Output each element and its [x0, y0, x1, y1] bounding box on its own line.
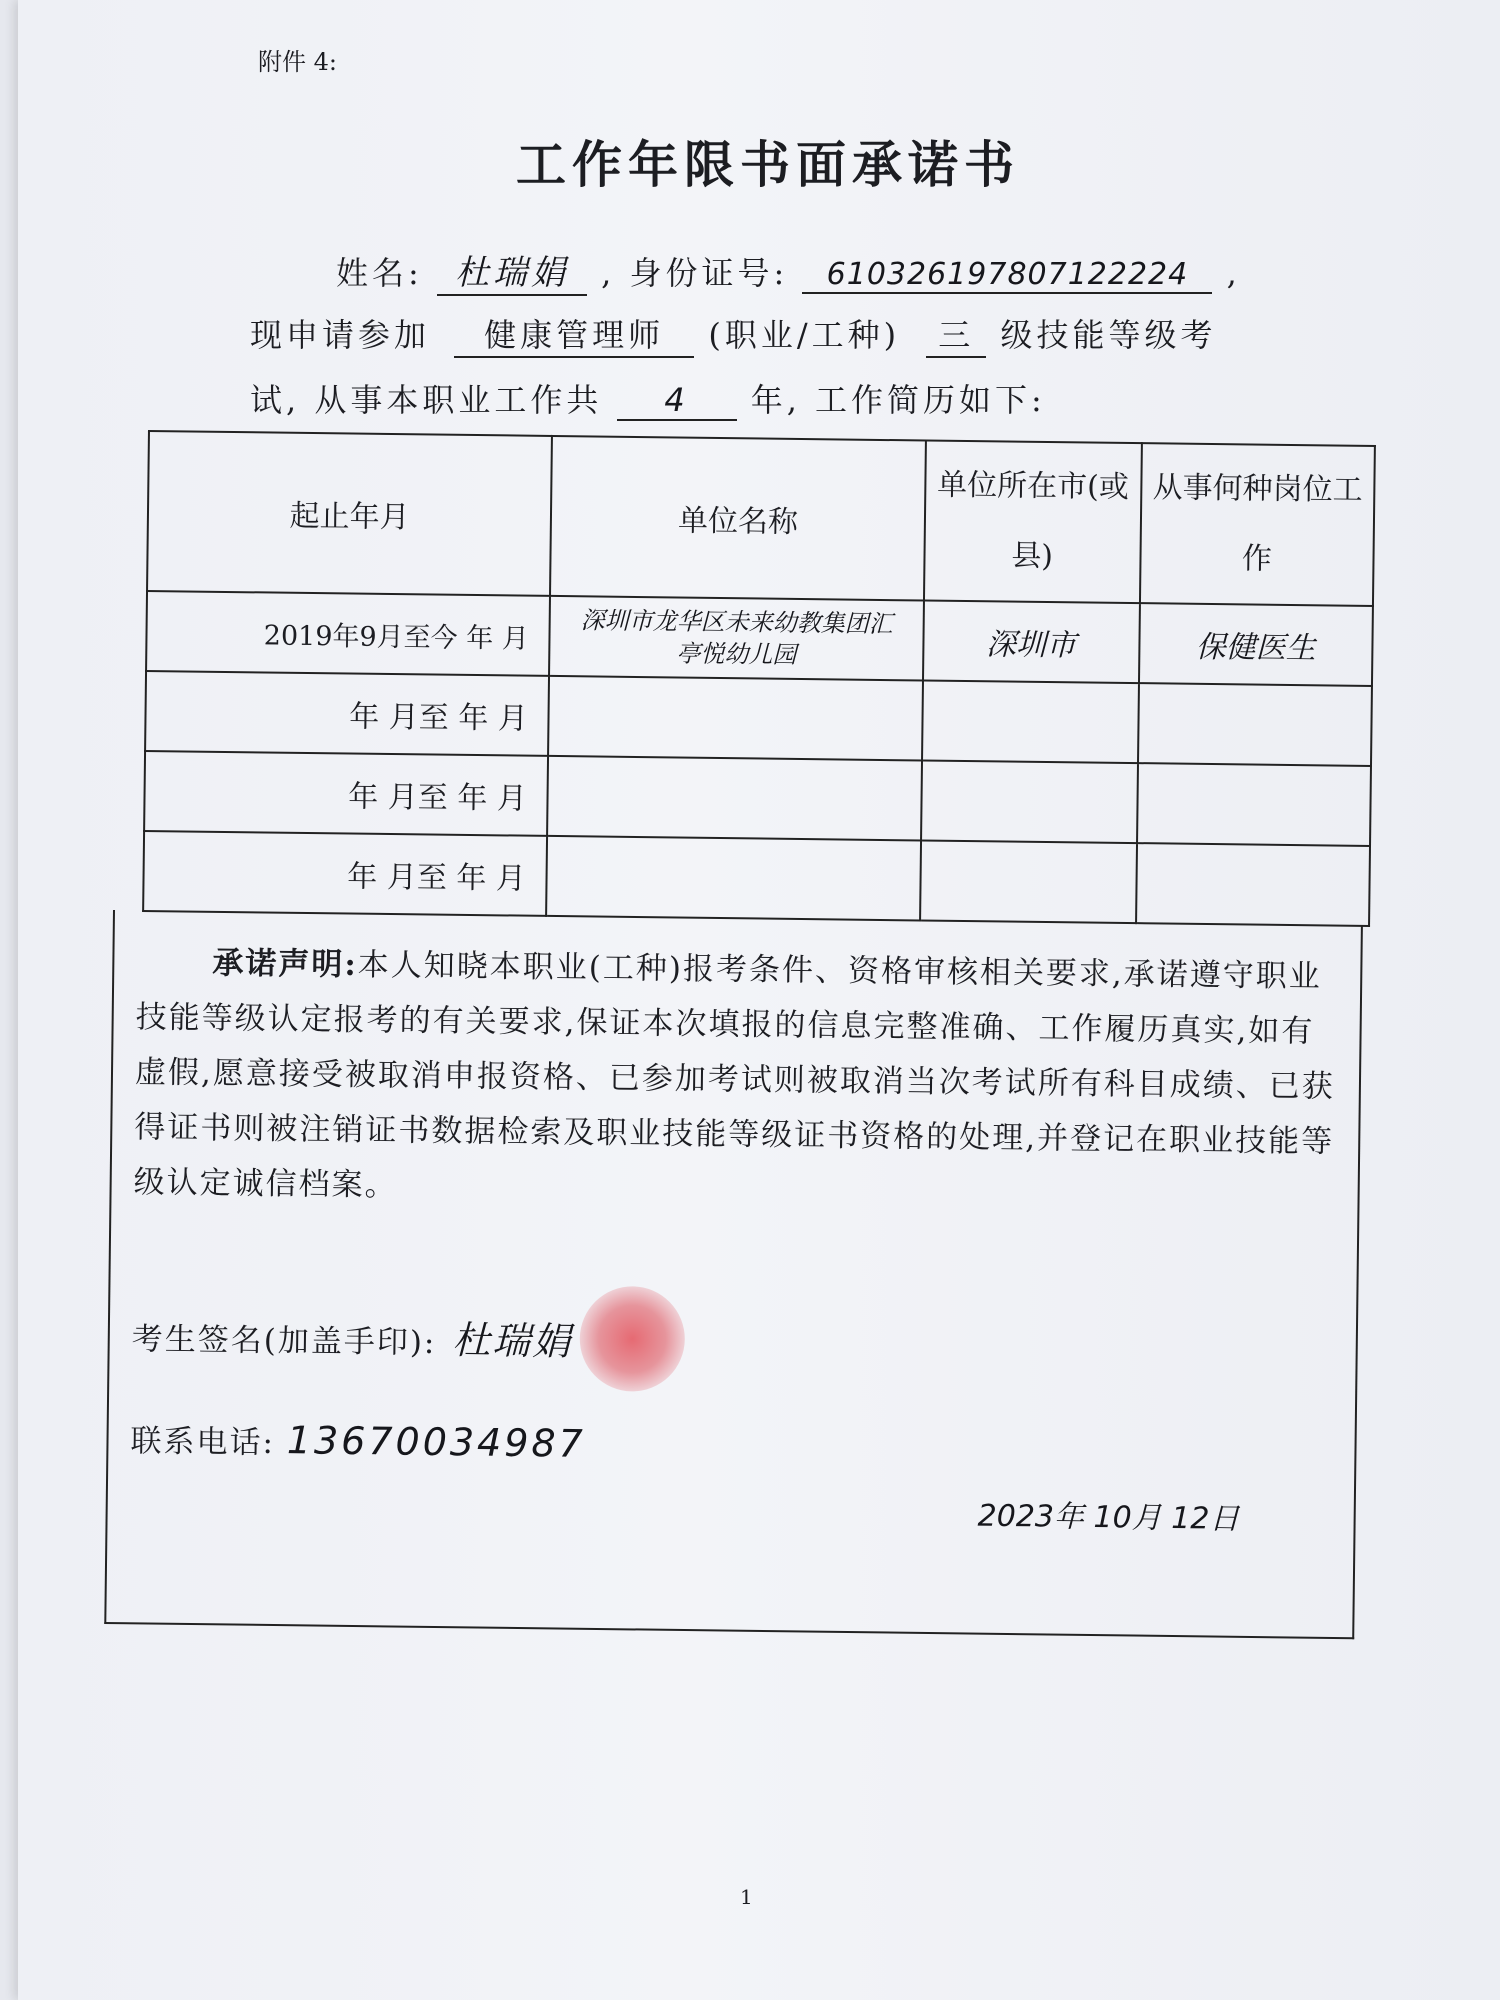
pledge-text [133, 935, 1336, 1225]
fingerprint-stamp [579, 1286, 685, 1392]
header-period: 起止年月 [147, 431, 552, 596]
level-suffix: 级技能等级考 [1000, 316, 1217, 354]
phone-label: 联系电话: [130, 1423, 276, 1462]
signature-label: 考生签名(加盖手印): [131, 1321, 437, 1361]
years-line [250, 375, 1046, 421]
page-number: 1 [740, 1885, 753, 1909]
phone-line [130, 1415, 586, 1466]
table-row [144, 751, 1371, 846]
row-city [922, 680, 1139, 763]
years-prefix: 试, 从事本职业工作共 [250, 381, 603, 419]
table-header-row [147, 431, 1375, 606]
document-title: 工作年限书面承诺书 [516, 135, 1020, 194]
apply-line [250, 310, 1216, 358]
comma: , [1226, 254, 1241, 292]
row-city [920, 840, 1137, 923]
row-period: 年 月至 年 月 [145, 671, 549, 756]
row-unit [548, 676, 922, 761]
table-row [145, 671, 1372, 766]
work-history-table [142, 430, 1376, 927]
pledge-section [104, 910, 1363, 1639]
header-city: 单位所在市(或县) [924, 441, 1142, 604]
signing-date: 2023年 10月 12日 [977, 1498, 1240, 1537]
name-label: 姓名: [336, 254, 423, 292]
row-period: 年 月至 年 月 [143, 831, 547, 916]
row-city: 深圳市 [923, 600, 1140, 683]
occupation-value: 健康管理师 [454, 310, 694, 358]
comma: , [601, 254, 616, 292]
years-value: 4 [617, 381, 737, 421]
row-post [1136, 843, 1370, 926]
name-line [336, 245, 1241, 296]
occupation-suffix: (职业/工种) [708, 316, 901, 354]
id-number-value: 610326197807122224 [802, 257, 1212, 294]
row-unit: 深圳市龙华区未来幼教集团汇亭悦幼儿园 [549, 596, 923, 681]
years-suffix: 年, 工作简历如下: [750, 381, 1046, 419]
table-row [146, 591, 1373, 686]
header-unit: 单位名称 [550, 436, 925, 601]
pledge-body: 本人知晓本职业(工种)报考条件、资格审核相关要求,承诺遵守职业技能等级认定报考的有关要求,保证本次填报的信息完整准确、工作履历真实,如有虚假,愿意接受被取消申报资格、已参加考试则被取消当次考试所有科目成绩、已获得证书则被注销证书数据检索及职业技能等级证书资格的处理,并登记在职业技能等级认定诚信档案。 [133, 946, 1336, 1204]
row-post [1138, 683, 1372, 766]
row-unit [547, 756, 921, 841]
row-period: 年 月至 年 月 [144, 751, 548, 836]
name-value: 杜瑞娟 [437, 245, 587, 296]
pledge-heading: 承诺声明: [212, 945, 359, 983]
header-post: 从事何种岗位工作 [1140, 443, 1375, 606]
row-post: 保健医生 [1139, 603, 1373, 686]
id-label: 身份证号: [629, 254, 789, 292]
row-city [921, 760, 1138, 843]
signature-line [132, 1305, 573, 1365]
level-value: 三 [926, 310, 986, 358]
attachment-label: 附件 4: [258, 48, 337, 76]
row-unit [546, 836, 920, 921]
signature-value: 杜瑞娟 [452, 1318, 573, 1364]
phone-value: 13670034987 [286, 1418, 587, 1466]
row-post [1137, 763, 1371, 846]
apply-prefix: 现申请参加 [250, 316, 431, 354]
row-period: 2019年9月至今 年 月 [146, 591, 550, 676]
